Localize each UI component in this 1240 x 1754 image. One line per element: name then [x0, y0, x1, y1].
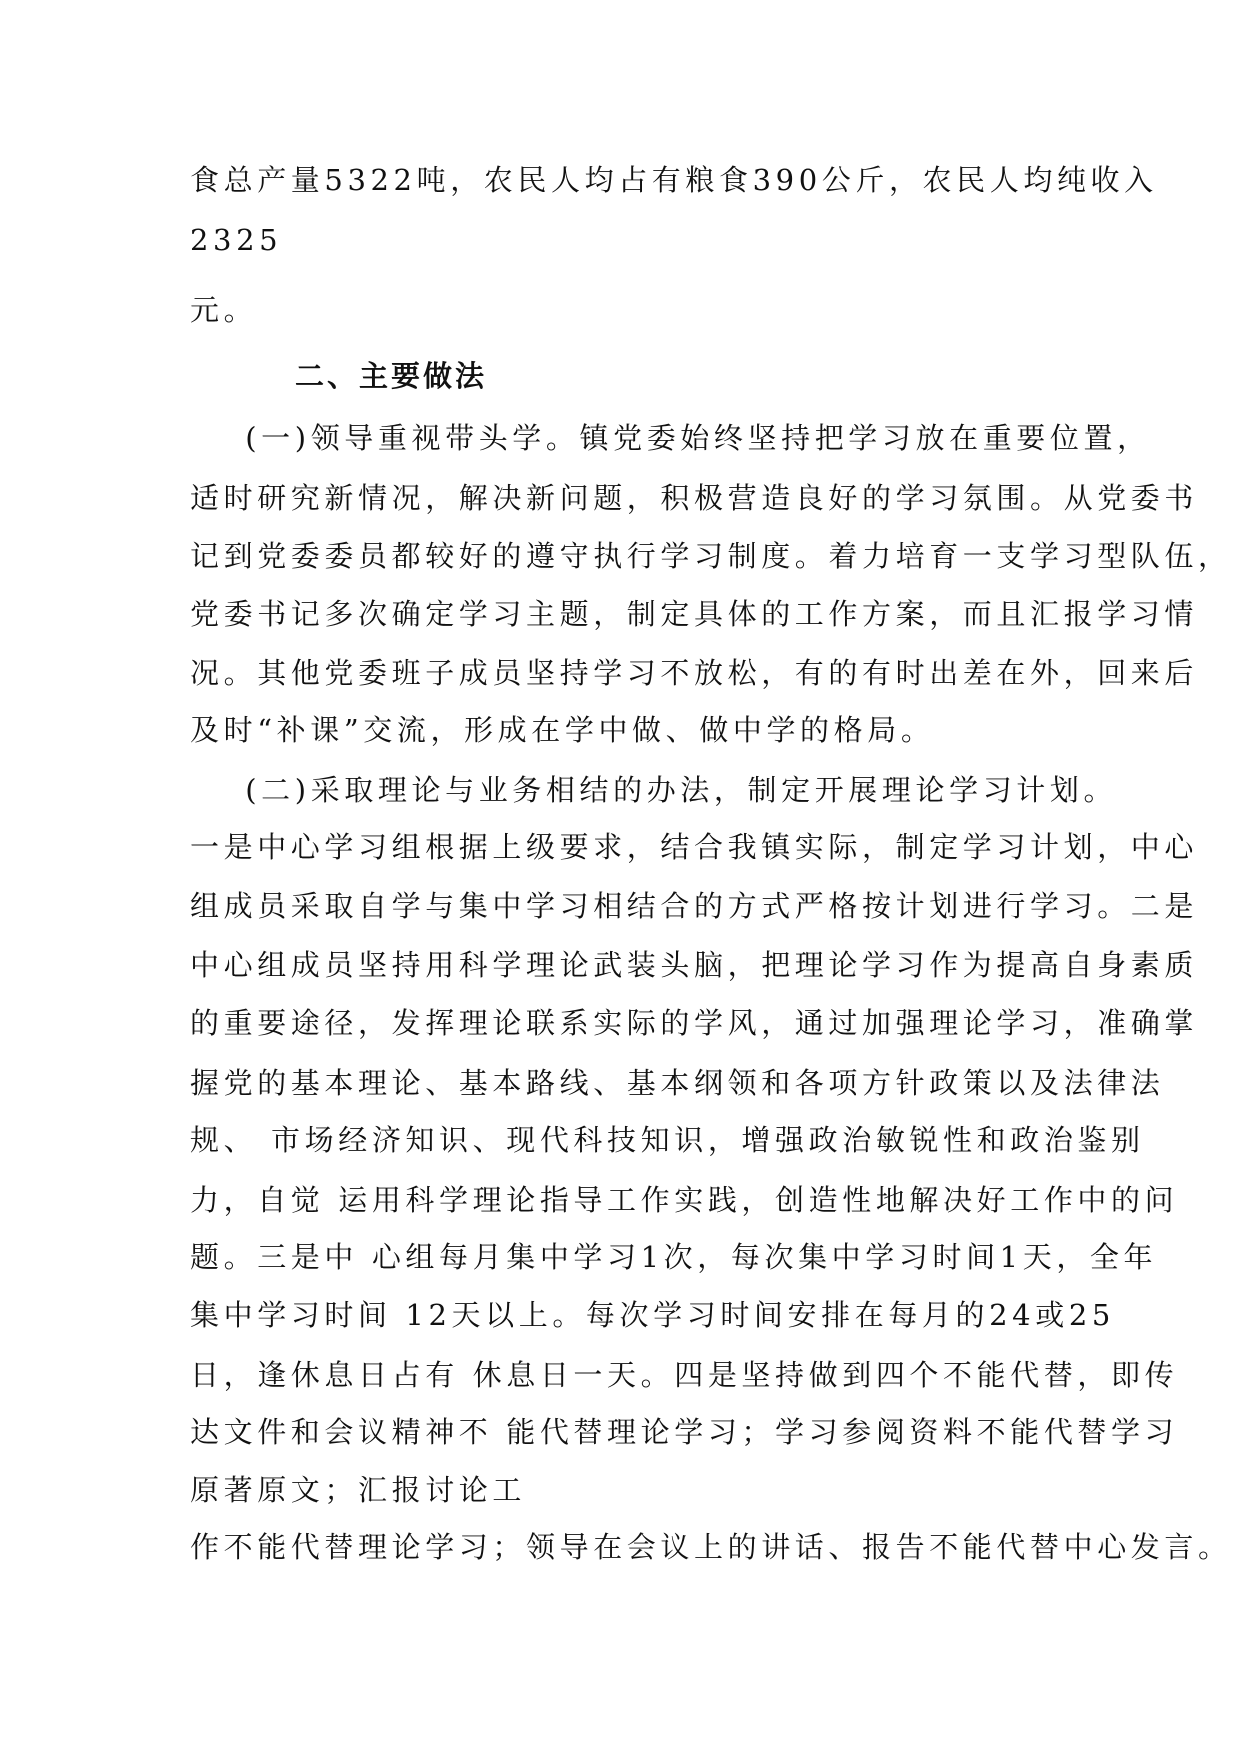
paragraph2-line-3: 组成员采取自学与集中学习相结合的方式严格按计划进行学习。二是 [190, 889, 1199, 923]
section-heading: 二、主要做法 [295, 359, 488, 393]
paragraph1-line-6: 及时“补课”交流，形成在学中做、做中学的格局。 [190, 713, 935, 747]
intro-line-2: 2325 [190, 223, 283, 257]
intro-line-3: 元。 [190, 293, 258, 327]
paragraph1-line-2: 适时研究新情况，解决新问题，积极营造良好的学习氛围。从党委书 [190, 481, 1199, 515]
paragraph2-line-10: 集中学习时间 12天以上。每次学习时间安排在每月的24或25 [190, 1298, 1115, 1332]
paragraph1-line-1: (一)领导重视带头学。镇党委始终坚持把学习放在重要位置， [190, 421, 1151, 455]
paragraph1-line-3: 记到党委委员都较好的遵守执行学习制度。着力培育一支学习型队伍， [190, 539, 1232, 573]
paragraph2-line-14: 作不能代替理论学习；领导在会议上的讲话、报告不能代替中心发言。 [190, 1530, 1232, 1564]
paragraph2-line-13: 原著原文；汇报讨论工 [190, 1473, 527, 1507]
paragraph2-line-2: 一是中心学习组根据上级要求，结合我镇实际，制定学习计划，中心 [190, 830, 1199, 864]
paragraph2-line-6: 握党的基本理论、基本路线、基本纲领和各项方针政策以及法律法 [190, 1066, 1165, 1100]
paragraph1-line-5: 况。其他党委班子成员坚持学习不放松，有的有时出差在外，回来后 [190, 656, 1199, 690]
intro-line-1: 食总产量5322吨，农民人均占有粮食390公斤，农民人均纯收入 [190, 163, 1158, 197]
paragraph2-line-8: 力，自觉 运用科学理论指导工作实践，创造性地解决好工作中的问 [190, 1183, 1179, 1217]
paragraph2-line-4: 中心组成员坚持用科学理论武装头脑，把理论学习作为提高自身素质 [190, 948, 1199, 982]
paragraph2-line-7: 规、 市场经济知识、现代科技知识，增强政治敏锐性和政治鉴别 [190, 1123, 1145, 1157]
paragraph1-line-4: 党委书记多次确定学习主题，制定具体的工作方案，而且汇报学习情 [190, 597, 1199, 631]
paragraph2-line-11: 日，逢休息日占有 休息日一天。四是坚持做到四个不能代替，即传 [190, 1358, 1179, 1392]
paragraph2-line-5: 的重要途径，发挥理论联系实际的学风，通过加强理论学习，准确掌 [190, 1006, 1199, 1040]
paragraph2-line-9: 题。三是中 心组每月集中学习1次，每次集中学习时间1天，全年 [190, 1240, 1158, 1274]
paragraph2-line-1: (二)采取理论与业务相结的办法，制定开展理论学习计划。 [190, 773, 1118, 807]
paragraph2-line-12: 达文件和会议精神不 能代替理论学习；学习参阅资料不能代替学习 [190, 1415, 1179, 1449]
